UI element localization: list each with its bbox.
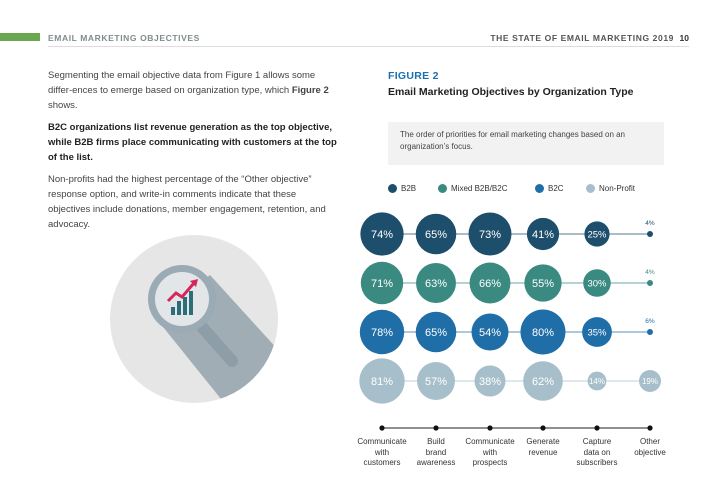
paragraph-3: Non-profits had the highest percentage of the “Other objective” response option, and write-in comments indicate that these objectives include donations, member engagement, retention, and advocacy. [48,174,326,230]
legend-label: Mixed B2B/B2C [451,184,508,193]
data-point-small [647,280,653,286]
data-label: 55% [531,277,555,290]
legend-label: B2B [401,184,417,193]
data-label: 14% [588,376,606,386]
x-axis-tick [379,425,384,430]
x-axis-tick [540,425,545,430]
section-title: EMAIL MARKETING OBJECTIVES [48,33,200,43]
paragraph-1-end: shows. [48,100,78,111]
data-label: 30% [587,278,607,290]
data-label: 66% [478,277,502,290]
category-label: Communicate with prospects [465,437,515,467]
figure-label: FIGURE 2 [388,70,439,82]
data-label: 71% [370,277,394,290]
data-label: 38% [478,375,502,388]
data-label: 74% [370,228,394,241]
data-label: 62% [531,375,555,388]
paragraph-2: B2C organizations list revenue generation as the top objective, while B2B firms place communicating with customers at the top of the list. [48,122,337,163]
category-label: Build brand awareness [416,437,456,467]
data-label: 19% [641,376,659,386]
data-point-small [647,231,653,237]
data-label: 4% [645,220,655,227]
report-title: THE STATE OF EMAIL MARKETING 2019 [490,33,674,43]
x-axis-tick [487,425,492,430]
legend-label: B2C [548,184,564,193]
figure-reference: Figure 2 [291,85,329,96]
paragraph-1-text: Segmenting the email objective data from Figure 1 allows some differ-ences to emerge based on organization type, which [48,70,316,96]
category-label: Capture data on subscribers [576,437,618,467]
data-label: 73% [478,228,502,241]
category-label: Other objective [634,437,666,457]
x-axis-tick [594,425,599,430]
x-axis-tick [647,425,652,430]
data-label: 57% [424,375,448,388]
data-label: 81% [370,375,394,388]
data-label: 35% [587,327,607,339]
category-label: Communicate with customers [357,437,407,467]
data-point-small [647,329,653,335]
data-label: 65% [424,326,448,339]
page-number: 10 [679,33,689,43]
data-label: 65% [424,228,448,241]
data-label: 78% [370,326,394,339]
legend-label: Non-Profit [599,184,636,193]
data-label: 25% [587,229,607,241]
data-label: 6% [645,318,655,325]
x-axis-tick [433,425,438,430]
category-label: Generate revenue [526,437,560,457]
data-label: 41% [531,228,555,241]
figure-title: Email Marketing Objectives by Organization Type [388,86,634,98]
data-label: 4% [645,269,655,276]
figure-note: The order of priorities for email marketing changes based on an organization’s focus. [400,130,626,151]
data-label: 80% [531,326,555,339]
data-label: 54% [478,326,502,339]
data-label: 63% [424,277,448,290]
